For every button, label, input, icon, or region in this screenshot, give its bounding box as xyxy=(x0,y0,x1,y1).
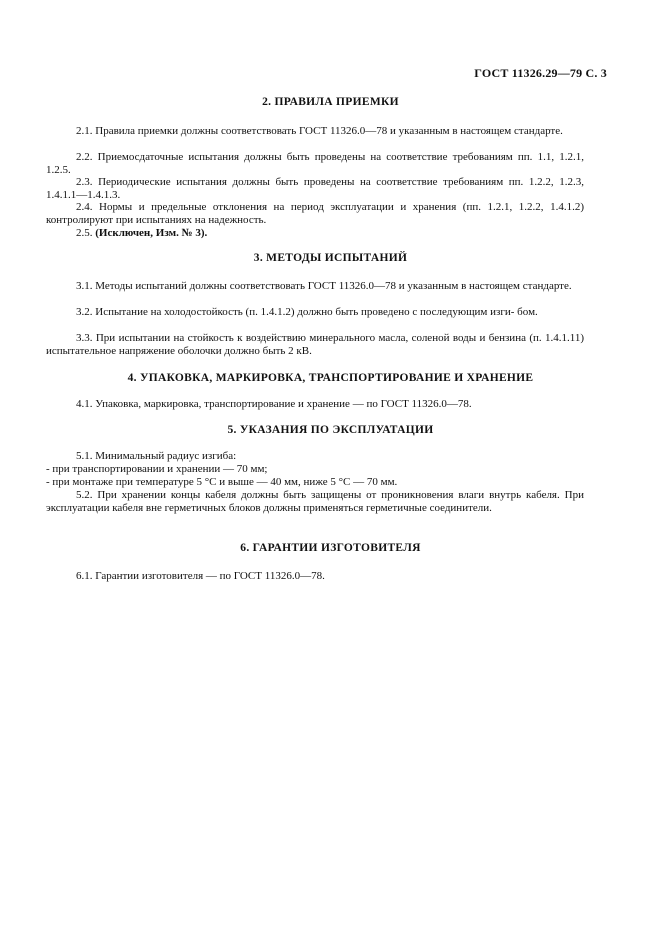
paragraph-2-5: 2.5. (Исключен, Изм. № 3). xyxy=(76,227,208,239)
paragraph-4-1: 4.1. Упаковка, маркировка, транспортирование и хранение — по ГОСТ 11326.0—78. xyxy=(76,398,472,410)
paragraph-3-2: 3.2. Испытание на холодостойкость (п. 1.4.1.2) должно быть проведено с последующим изги- бом. xyxy=(76,306,538,318)
paragraph-2-3: 2.3. Периодические испытания должны быть проведены на соответствие требованиям пп. 1.2.2, 1.2.3, 1.4.1.1—1.4.1.3. xyxy=(46,176,584,201)
section-2-title: 2. ПРАВИЛА ПРИЕМКИ xyxy=(262,96,399,108)
page-header: ГОСТ 11326.29—79 С. 3 xyxy=(474,66,607,80)
paragraph-6-1: 6.1. Гарантии изготовителя — по ГОСТ 11326.0—78. xyxy=(76,570,325,582)
excluded-note: (Исключен, Изм. № 3). xyxy=(95,227,208,239)
list-item-transport: - при транспортировании и хранении — 70 мм; xyxy=(46,463,268,475)
section-4-title: 4. УПАКОВКА, МАРКИРОВКА, ТРАНСПОРТИРОВАНИЕ И ХРАНЕНИЕ xyxy=(127,372,534,384)
section-3-title: 3. МЕТОДЫ ИСПЫТАНИЙ xyxy=(253,252,408,264)
paragraph-2-2: 2.2. Приемосдаточные испытания должны быть проведены на соответствие требованиям пп. 1.1, 1.2.1, 1.2.5. xyxy=(46,151,584,176)
paragraph-5-1: 5.1. Минимальный радиус изгиба: xyxy=(76,450,237,462)
section-6-title: 6. ГАРАНТИИ ИЗГОТОВИТЕЛЯ xyxy=(240,542,421,554)
paragraph-5-2: 5.2. При хранении концы кабеля должны быть защищены от проникновения влаги внутрь кабеля. При эксплуатации кабеля вне герметичных блоков должны применяться герметичные соединители. xyxy=(46,489,584,514)
paragraph-3-1: 3.1. Методы испытаний должны соответствовать ГОСТ 11326.0—78 и указанным в настоящем стандарте. xyxy=(76,280,572,292)
paragraph-2-4: 2.4. Нормы и предельные отклонения на период эксплуатации и хранения (пп. 1.2.1, 1.2.2, 1.4.1.2) контролируют при испытаниях на надежность. xyxy=(46,201,584,226)
section-5-title: 5. УКАЗАНИЯ ПО ЭКСПЛУАТАЦИИ xyxy=(227,424,434,436)
list-item-mounting: - при монтаже при температуре 5 °С и выше — 40 мм, ниже 5 °С — 70 мм. xyxy=(46,476,398,488)
paragraph-2-1: 2.1. Правила приемки должны соответствовать ГОСТ 11326.0—78 и указанным в настоящем стандарте. xyxy=(76,125,563,137)
paragraph-3-3: 3.3. При испытании на стойкость к воздействию минерального масла, соленой воды и бензина (п. 1.4.1.11) испытательное напряжение оболочки должно быть 2 кВ. xyxy=(46,332,584,357)
